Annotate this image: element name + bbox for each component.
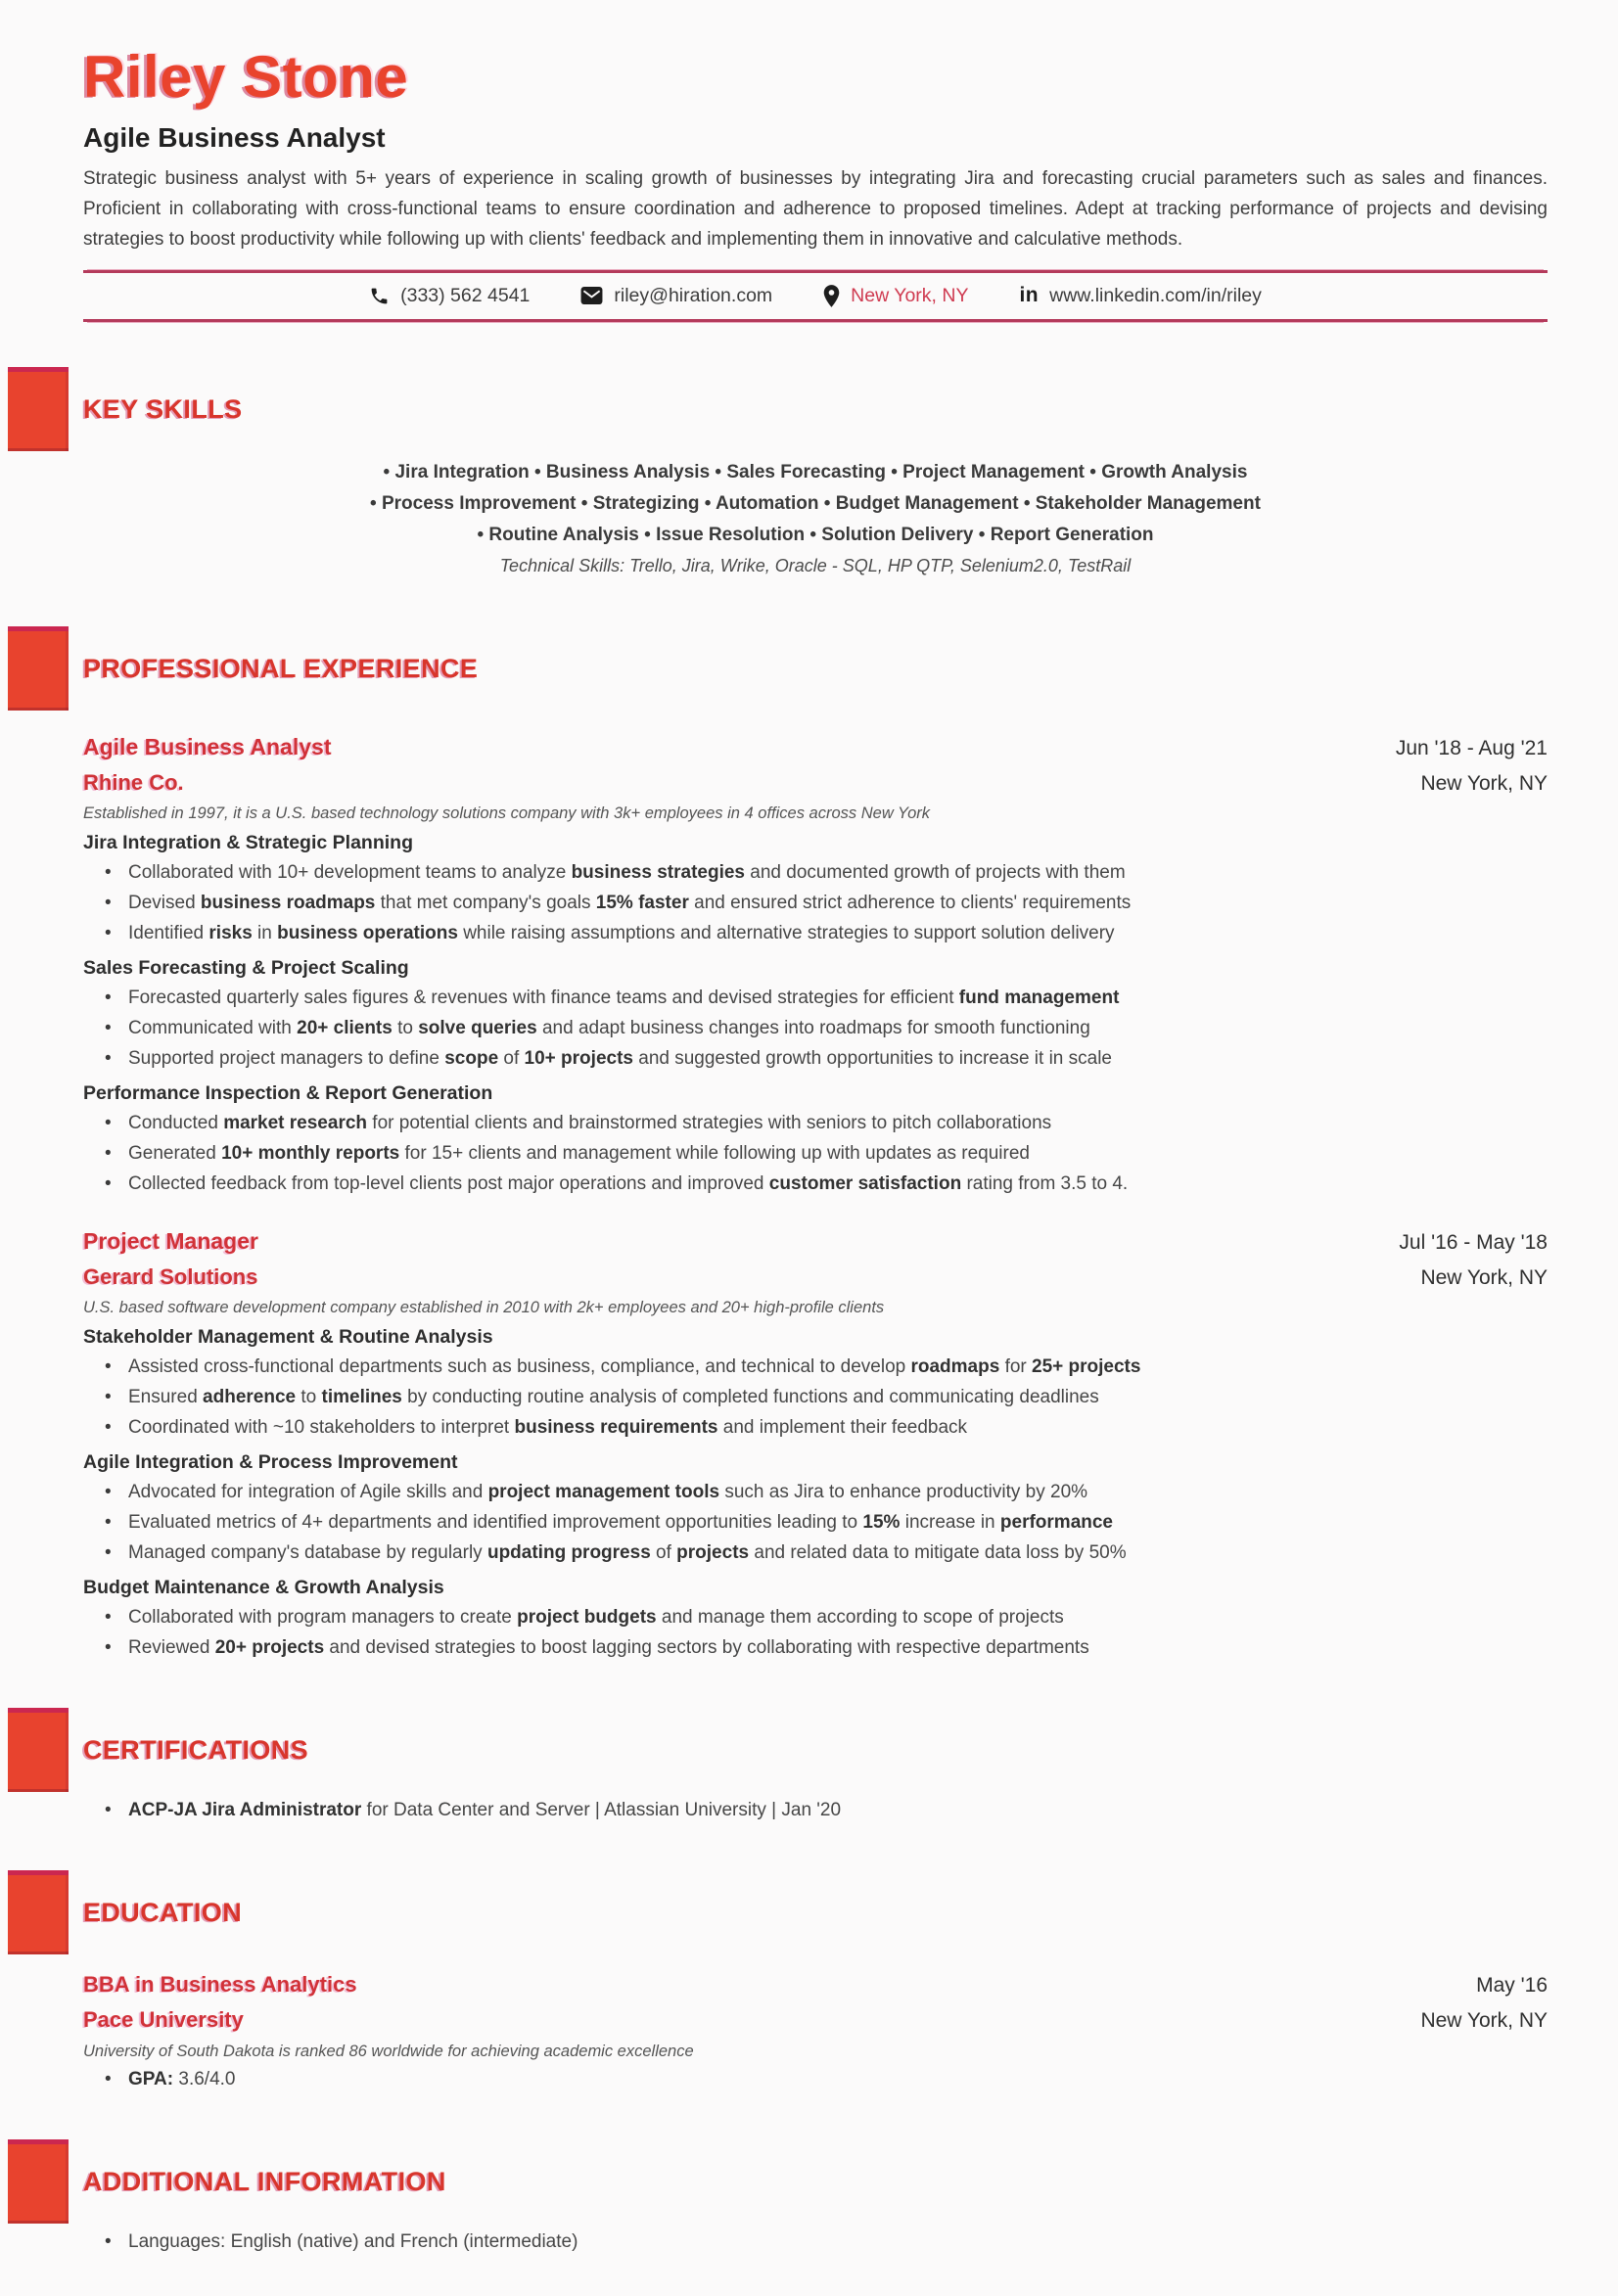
school-location: New York, NY [1420, 2009, 1548, 2032]
job-title-row [83, 1228, 1548, 1255]
linkedin-url[interactable]: www.linkedin.com/in/riley [1049, 284, 1262, 306]
school-row [83, 1998, 1548, 2033]
contact-location [823, 285, 968, 307]
experience-header [83, 626, 1548, 711]
additional-info-header [83, 2139, 1548, 2224]
education-title: EDUCATION [83, 1897, 243, 1927]
section-additional-info [83, 2139, 1548, 2257]
bullet-item: • Reviewed 20+ projects and devised strategies to boost lagging sectors by collaborating with respective departments [83, 1632, 1548, 1663]
languages-item: • Languages: English (native) and French (intermediate) [83, 2227, 1548, 2257]
bullet-group-heading: Stakeholder Management & Routine Analysis [83, 1326, 493, 1348]
job-role: Project Manager [83, 1228, 258, 1254]
bullet-list [83, 1352, 1548, 1443]
key-skills-title: KEY SKILLS [83, 393, 243, 424]
degree-name: BBA in Business Analytics [83, 1972, 357, 1997]
bullet-item: • Generated 10+ monthly reports for 15+ clients and management while following up with updates as required [83, 1138, 1548, 1169]
section-marker [8, 367, 69, 451]
degree-row [83, 1972, 1548, 1998]
technical-skills-line: Technical Skills: Trello, Jira, Wrike, Oracle - SQL, HP QTP, Selenium2.0, TestRail [499, 556, 1132, 575]
bullet-group-heading: Performance Inspection & Report Generation [83, 1082, 493, 1104]
certifications-title: CERTIFICATIONS [83, 1734, 309, 1765]
bullet-group-heading: Sales Forecasting & Project Scaling [83, 957, 409, 979]
job-entry [83, 1228, 1548, 1663]
school-name: Pace University [83, 2007, 244, 2032]
skills-line: • Jira Integration • Business Analysis • Sales Forecasting • Project Management • Growth Analysis [383, 462, 1248, 482]
school-blurb: University of South Dakota is ranked 86 worldwide for achieving academic excellence [83, 2043, 694, 2060]
section-marker [8, 1870, 69, 1954]
job-dates: Jul '16 - May '18 [1399, 1231, 1548, 1254]
bullet-item: • Assisted cross-functional departments such as business, compliance, and technical to develop roadmaps for 25+ projects [83, 1352, 1548, 1382]
email-icon [580, 286, 603, 305]
education-header [83, 1870, 1548, 1954]
bullet-group-heading: Agile Integration & Process Improvement [83, 1451, 458, 1473]
summary-paragraph: Strategic business analyst with 5+ years of experience in scaling growth of businesses by integrating Jira and forecasting crucial parameters such as sales and finances. Proficient in collaborating with cross-functional teams to ensure coordination and adherence to proposed timelines. Adept at tracking performance of projects and devising strategies to boost productivity while following up with clients' feedback and implementing them in innovative and calculative methods. [83, 168, 1548, 250]
section-key-skills [83, 367, 1548, 581]
candidate-title: Agile Business Analyst [83, 122, 386, 153]
section-certifications [83, 1708, 1548, 1825]
gpa-item: • GPA: 3.6/4.0 [83, 2064, 1548, 2094]
job-title-row [83, 734, 1548, 760]
degree-date: May '16 [1476, 1974, 1548, 1997]
certifications-list [83, 1795, 1548, 1825]
company-blurb: Established in 1997, it is a U.S. based technology solutions company with 3k+ employees in 4 offices across New York [83, 804, 931, 822]
bullet-list [83, 1477, 1548, 1568]
bullet-item: • Ensured adherence to timelines by conducting routine analysis of completed functions and communicating deadlines [83, 1382, 1548, 1412]
additional-info-list [83, 2227, 1548, 2257]
bullet-group-heading: Jira Integration & Strategic Planning [83, 832, 413, 853]
education-entry [83, 1972, 1548, 2094]
section-marker [8, 626, 69, 711]
job-company: Rhine Co. [83, 770, 184, 795]
bullet-group-heading: Budget Maintenance & Growth Analysis [83, 1577, 444, 1598]
section-education [83, 1870, 1548, 2094]
skills-line: • Routine Analysis • Issue Resolution • Solution Delivery • Report Generation [477, 525, 1154, 545]
education-list [83, 2064, 1548, 2094]
skills-line: • Process Improvement • Strategizing • Automation • Budget Management • Stakeholder Management [370, 493, 1261, 514]
bullet-item: • Coordinated with ~10 stakeholders to interpret business requirements and implement their feedback [83, 1412, 1548, 1443]
additional-info-title: ADDITIONAL INFORMATION [83, 2166, 446, 2196]
bullet-item: • Evaluated metrics of 4+ departments and identified improvement opportunities leading to 15% increase in performance [83, 1507, 1548, 1538]
bullet-item: • Managed company's database by regularly updating progress of projects and related data to mitigate data loss by 50% [83, 1538, 1548, 1568]
section-experience [83, 626, 1548, 1663]
bullet-item: • Communicated with 20+ clients to solve queries and adapt business changes into roadmaps for smooth functioning [83, 1013, 1548, 1043]
bullet-item: • Devised business roadmaps that met company's goals 15% faster and ensured strict adherence to clients' requirements [83, 888, 1548, 918]
contact-phone [369, 285, 530, 307]
candidate-name: Riley Stone [83, 44, 409, 110]
bullet-item: • Collaborated with program managers to create project budgets and manage them according to scope of projects [83, 1602, 1548, 1632]
contact-linkedin[interactable] [1019, 284, 1261, 307]
bullet-list [83, 1108, 1548, 1199]
bullet-item: • Conducted market research for potential clients and brainstormed strategies with seniors to pitch collaborations [83, 1108, 1548, 1138]
phone-number: (333) 562 4541 [400, 284, 531, 306]
bullet-item: • Forecasted quarterly sales figures & revenues with finance teams and devised strategies for efficient fund management [83, 983, 1548, 1013]
contact-bar [83, 270, 1548, 322]
job-location: New York, NY [1420, 1266, 1548, 1289]
experience-title: PROFESSIONAL EXPERIENCE [83, 653, 479, 683]
bullet-item: • Advocated for integration of Agile skills and project management tools such as Jira to enhance productivity by 20% [83, 1477, 1548, 1507]
skills-block [83, 457, 1548, 581]
job-role: Agile Business Analyst [83, 734, 332, 759]
bullet-item: • Identified risks in business operations while raising assumptions and alternative strategies to support solution delivery [83, 918, 1548, 948]
job-company-row [83, 760, 1548, 796]
job-entry [83, 734, 1548, 1199]
certification-item: • ACP-JA Jira Administrator for Data Center and Server | Atlassian University | Jan '20 [83, 1795, 1548, 1825]
key-skills-header [83, 367, 1548, 451]
section-marker [8, 2139, 69, 2224]
contact-email[interactable] [580, 285, 772, 307]
section-marker [8, 1708, 69, 1792]
location-pin-icon [823, 285, 840, 307]
resume-header [83, 43, 1548, 254]
job-location: New York, NY [1420, 772, 1548, 795]
certifications-header [83, 1708, 1548, 1792]
job-company: Gerard Solutions [83, 1264, 258, 1289]
job-company-row [83, 1255, 1548, 1290]
bullet-item: • Collected feedback from top-level clients post major operations and improved customer satisfaction rating from 3.5 to 4. [83, 1169, 1548, 1199]
bullet-item: • Supported project managers to define scope of 10+ projects and suggested growth opportunities to increase it in scale [83, 1043, 1548, 1074]
job-dates: Jun '18 - Aug '21 [1395, 737, 1548, 759]
email-address[interactable]: riley@hiration.com [614, 284, 773, 306]
phone-icon [369, 286, 390, 306]
company-blurb: U.S. based software development company established in 2010 with 2k+ employees and 20+ high-profile clients [83, 1299, 885, 1316]
bullet-item: • Collaborated with 10+ development teams to analyze business strategies and documented growth of projects with them [83, 857, 1548, 888]
bullet-list [83, 857, 1548, 948]
location-text: New York, NY [851, 284, 969, 306]
bullet-list [83, 983, 1548, 1074]
linkedin-icon: in [1019, 284, 1040, 306]
bullet-list [83, 1602, 1548, 1663]
